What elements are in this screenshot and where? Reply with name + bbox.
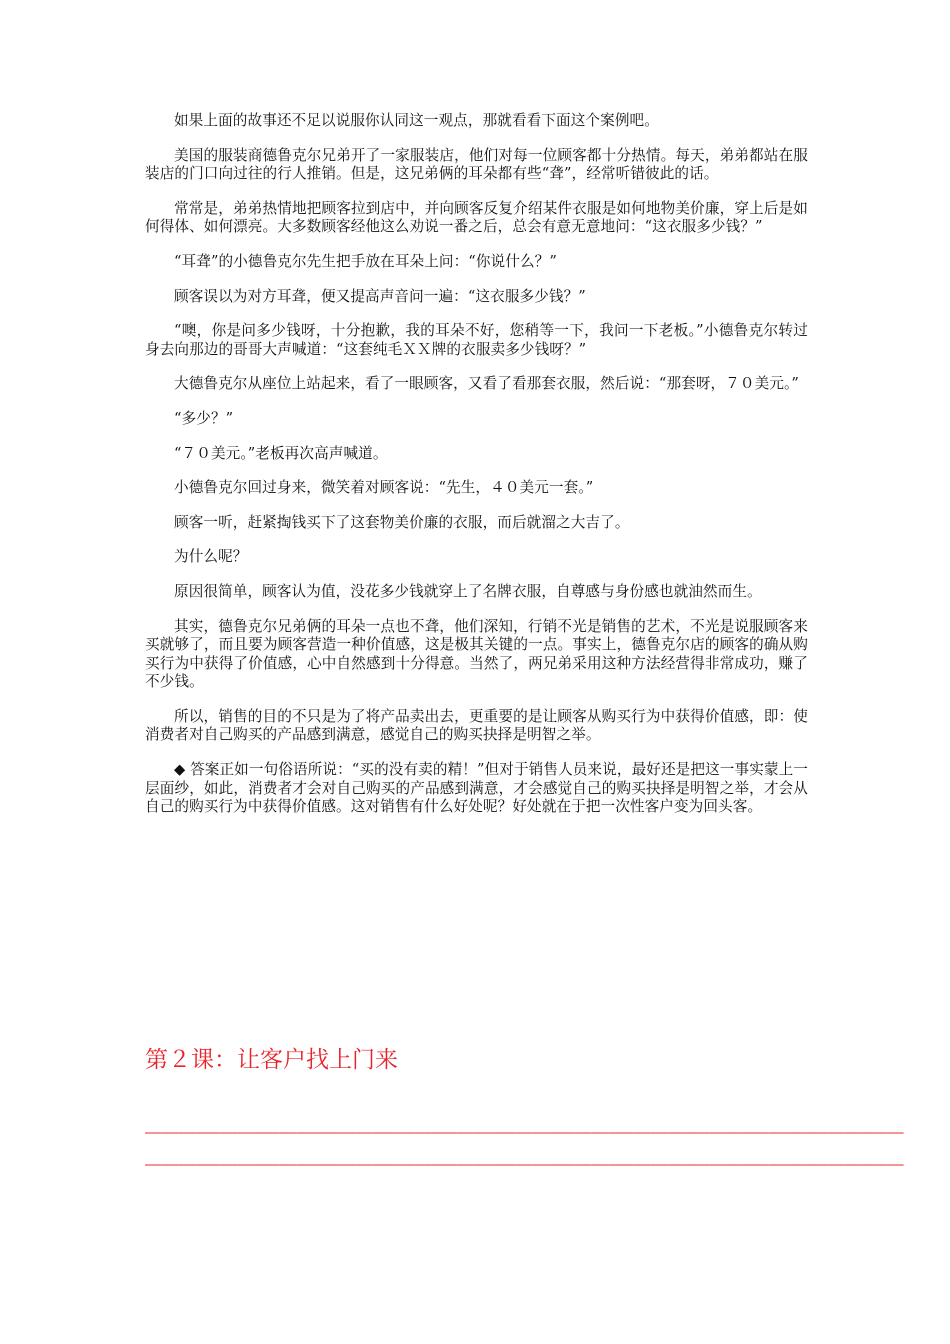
paragraph-reason: 原因很简单，顾客认为值，没花多少钱就穿上了名牌衣服，自尊感与身份感也就油然而生。 [174,582,762,600]
paragraph-analysis: 其实，德鲁克尔兄弟俩的耳朵一点也不聋，他们深知，行销不光是销售的艺术，不光是说服顾客来买就够了，而且要为顾客营造一种价值感，这是极其关键的一点。事实上，德鲁克尔店的顾客的确从购买行为中获得了价值感，心中自然感到十分得意。当然了，两兄弟采用这种方法经营得非常成功，赚了不少钱。 [145,617,808,691]
paragraph-answer: ◆ 答案正如一句俗语所说：“买的没有卖的精！”但对于销售人员来说，最好还是把这一事实蒙上一层面纱，如此，消费者才会对自己购买的产品感到满意，才会感觉自己的购买抉择是明智之举，才会从自己的购买行为中获得价值感。这对销售有什么好处呢？好处就在于把一次性客户变为回头客。 [145,761,808,816]
separator-line: —————————————————————————————————————————————————————————————————————————————————————————— [145,1125,904,1141]
paragraph-dialogue-4: 大德鲁克尔从座位上站起来，看了一眼顾客，又看了看那套衣服，然后说：“那套呀，７０美元。” [174,375,799,393]
document-body [145,112,808,833]
paragraph-dialogue-5: “多少？” [174,409,234,427]
lesson-title: 第２课：让客户找上门来 [145,1047,398,1073]
paragraph-dialogue-6: “７０美元。”老板再次高声喊道。 [174,444,388,462]
paragraph-intro: 如果上面的故事还不足以说服你认同这一观点，那就看看下面这个案例吧。 [174,112,659,129]
paragraph-conclusion: 所以，销售的目的不只是为了将产品卖出去，更重要的是让顾客从购买行为中获得价值感，即：使消费者对自己购买的产品感到满意，感觉自己的购买抉择是明智之举。 [145,707,808,744]
separator-line-short: —————————————————————————————————————————————————————————————————————————————————————————— [145,1157,904,1173]
paragraph-dialogue-1: “耳聋”的小德鲁克尔先生把手放在耳朵上问：“你说什么？” [174,252,557,270]
paragraph-outcome: 顾客一听，赶紧掏钱买下了这套物美价廉的衣服，而后就溜之大吉了。 [174,513,630,531]
paragraph-dialogue-2: 顾客误以为对方耳聋，便又提高声音问一遍：“这衣服多少钱？” [174,287,586,305]
paragraph-dialogue-7: 小德鲁克尔回过身来，微笑着对顾客说：“先生，４０美元一套。” [174,479,594,497]
paragraph-question: 为什么呢？ [174,548,248,566]
paragraph-story-pitch: 常常是，弟弟热情地把顾客拉到店中，并向顾客反复介绍某件衣服是如何地物美价廉，穿上后是如何得体、如何漂亮。大多数顾客经他这么劝说一番之后，总会有意无意地问：“这衣服多少钱？” [145,199,808,236]
paragraph-dialogue-3: “噢，你是问多少钱呀，十分抱歉，我的耳朵不好，您稍等一下，我问一下老板。”小德鲁克尔转过身去向那边的哥哥大声喊道：“这套纯毛ＸＸ牌的衣服卖多少钱呀？” [145,322,808,358]
paragraph-story-setup: 美国的服装商德鲁克尔兄弟开了一家服装店，他们对每一位顾客都十分热情。每天，弟弟都站在服装店的门口向过往的行人推销。但是，这兄弟俩的耳朵都有些“聋”，经常听错彼此的话。 [145,146,808,183]
